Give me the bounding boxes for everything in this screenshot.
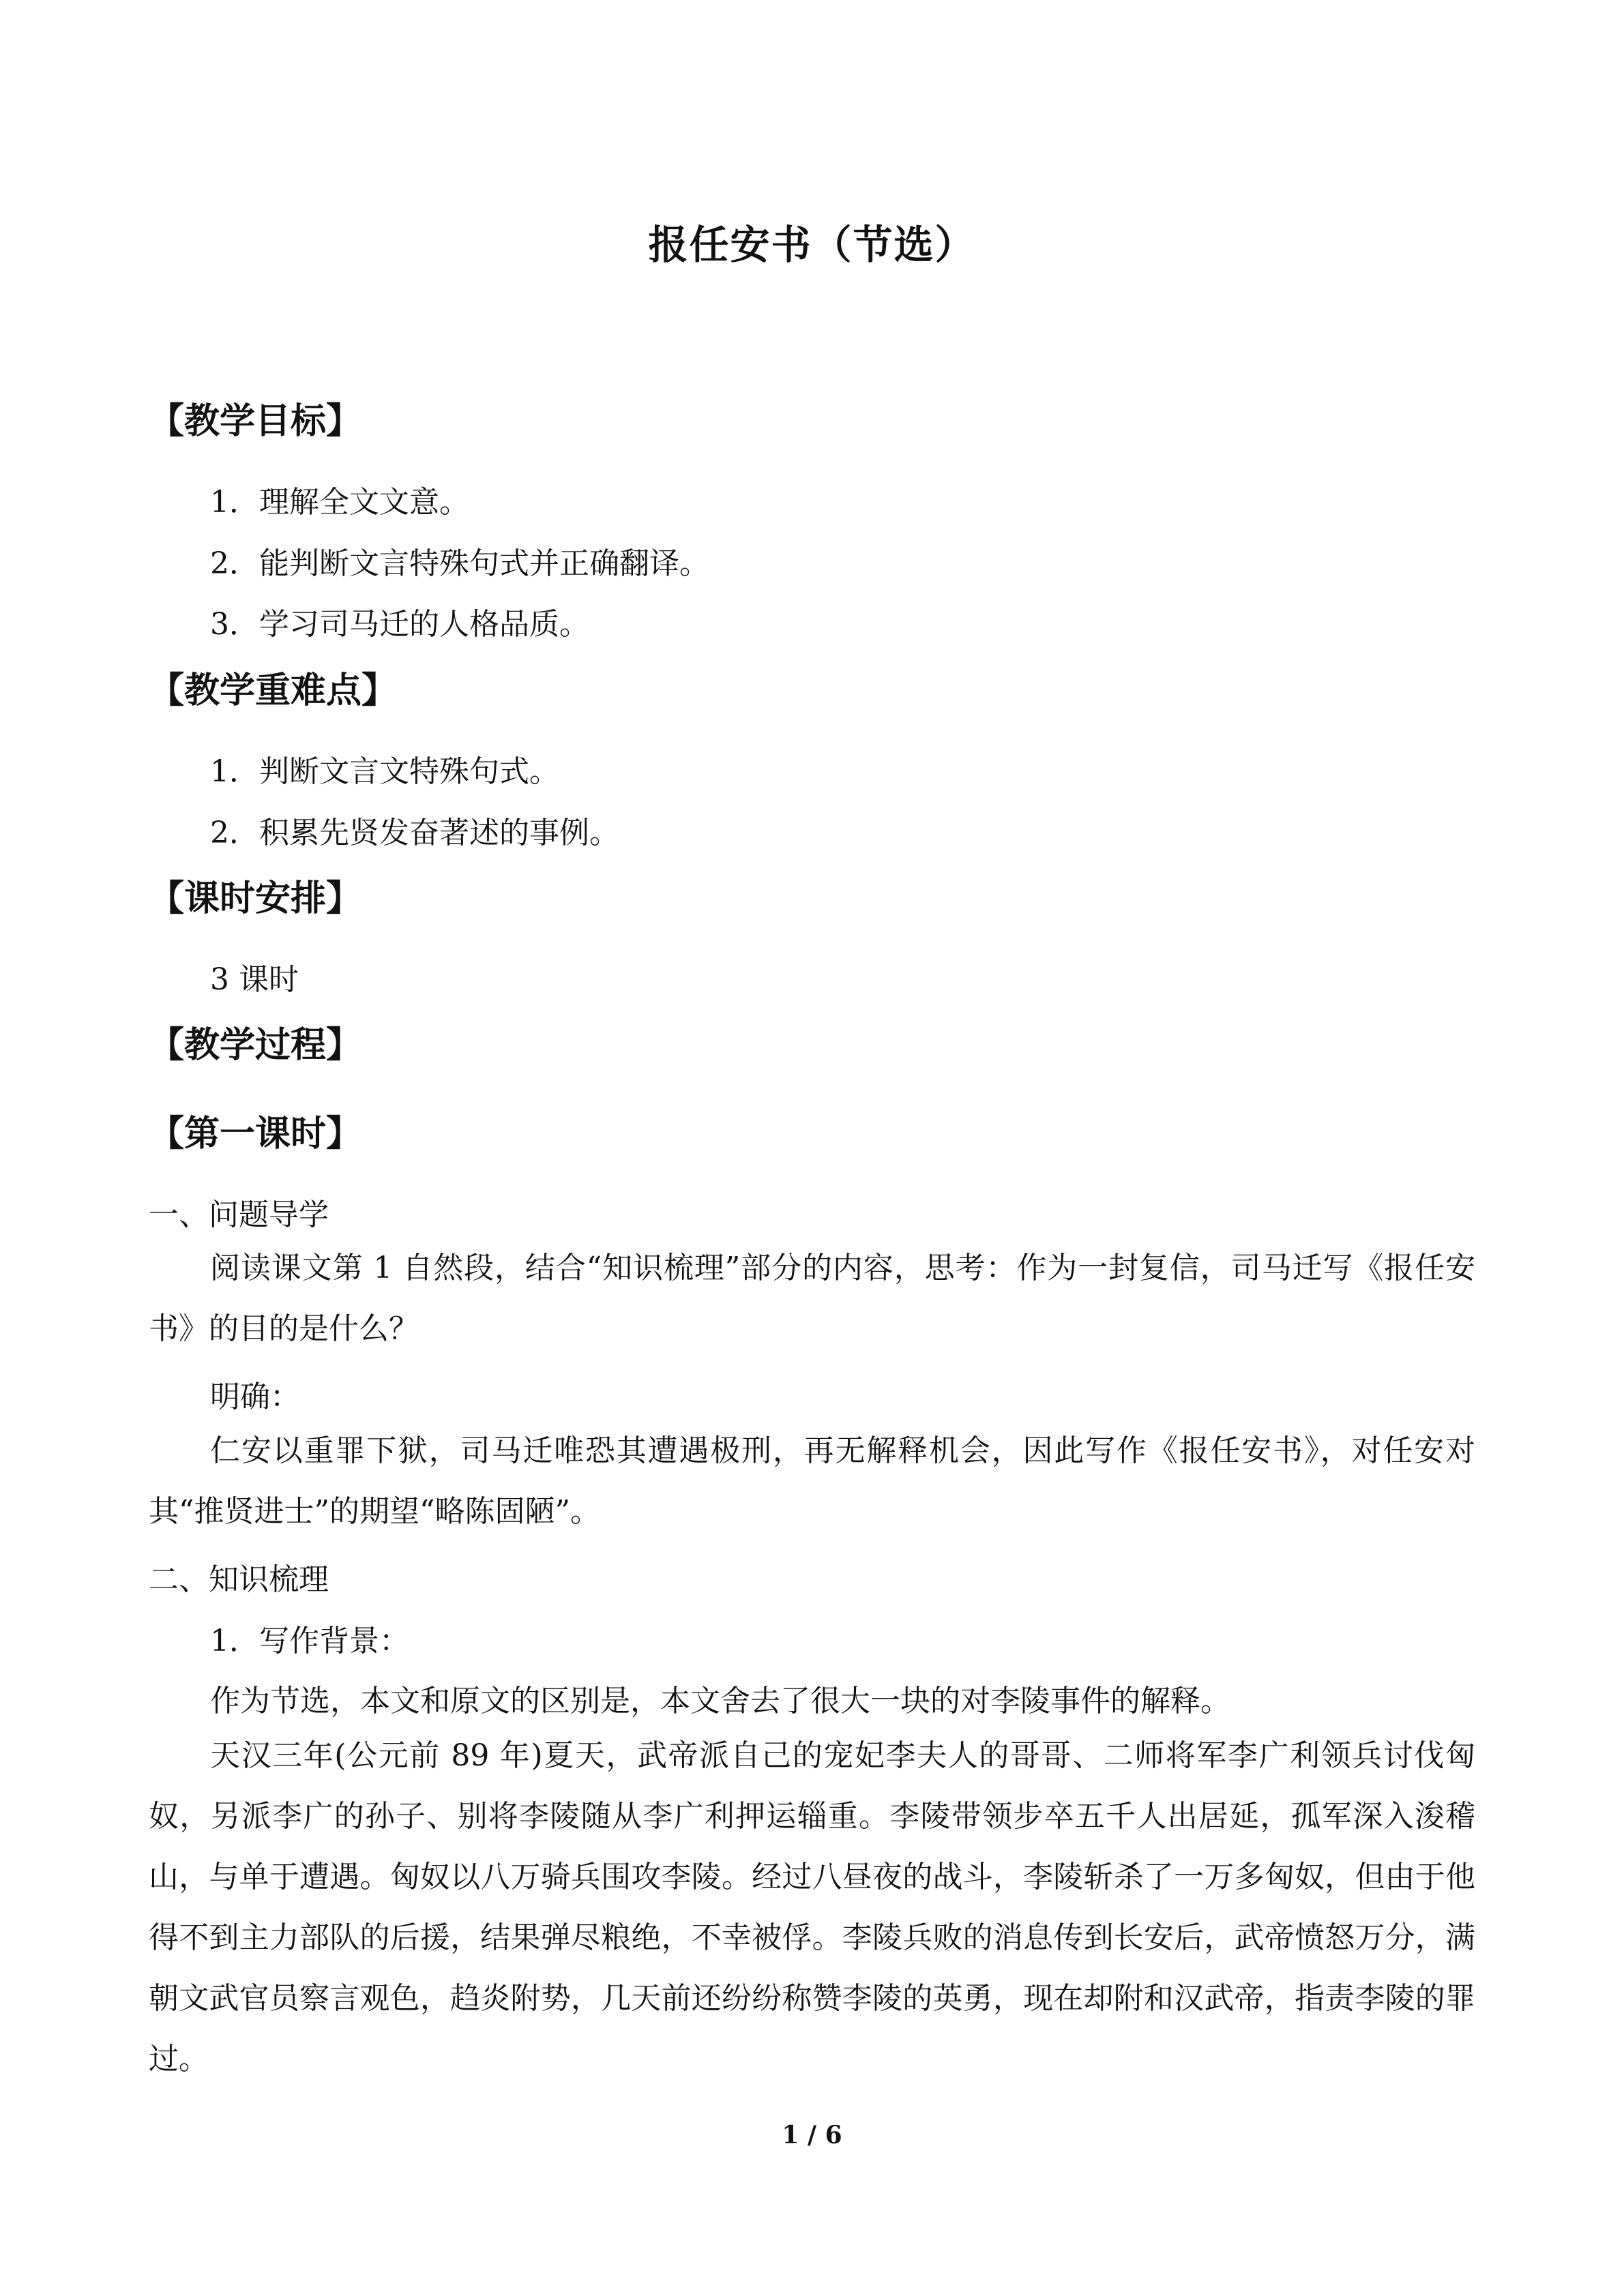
part1-answer-label: 明确：	[210, 1380, 300, 1414]
part2-paragraph-2: 天汉三年(公元前 89 年)夏天，武帝派自己的宠妃李夫人的哥哥、二师将军李广利领兵讨伐匈奴，另派李广的孙子、别将李陵随从李广利押运辎重。李陵带领步卒五千人出居延，孤军深入浚稽山，与单于遭遇。匈奴以八万骑兵围攻李陵。经过八昼夜的战斗，李陵斩杀了一万多匈奴，但由于他得不到主力部队的后援，结果弹尽粮绝，不幸被俘。李陵兵败的消息传到长安后，武帝愤怒万分，满朝文武官员察言观色，趋炎附势，几天前还纷纷称赞李陵的英勇，现在却附和汉武帝，指责李陵的罪过。	[149, 1738, 1475, 2076]
part1-answer: 仁安以重罪下狱，司马迁唯恐其遭遇极刑，再无解释机会，因此写作《报任安书》，对任安对其“推贤进士”的期望“略陈固陋”。	[149, 1433, 1475, 1529]
heading-first-lesson: 【第一课时】	[149, 1114, 362, 1154]
goal-item-3: 3．学习司马迁的人格品质。	[210, 607, 589, 642]
heading-schedule: 【课时安排】	[149, 878, 362, 919]
schedule-text: 3 课时	[210, 962, 299, 997]
heading-key-points: 【教学重难点】	[149, 670, 398, 711]
page-number: 1 / 6	[782, 2121, 842, 2149]
part1-question: 阅读课文第 1 自然段，结合“知识梳理”部分的内容，思考：作为一封复信，司马迁写《报任安书》的目的是什么？	[149, 1251, 1475, 1346]
heading-teaching-process: 【教学过程】	[149, 1025, 362, 1066]
key-point-item-1: 1．判断文言文特殊句式。	[210, 754, 559, 789]
part2-subheading: 1．写作背景：	[210, 1624, 409, 1658]
part2-title: 二、知识梳理	[149, 1562, 329, 1597]
goal-item-2: 2．能判断文言特殊句式并正确翻译。	[210, 546, 709, 581]
part1-title: 一、问题导学	[149, 1197, 329, 1232]
heading-teaching-goals: 【教学目标】	[149, 401, 362, 442]
part2-paragraph-1: 作为节选，本文和原文的区别是，本文舍去了很大一块的对李陵事件的解释。	[210, 1684, 1230, 1718]
goal-item-1: 1．理解全文文意。	[210, 485, 469, 520]
page-title: 报任安书（节选）	[648, 222, 976, 268]
key-point-item-2: 2．积累先贤发奋著述的事例。	[210, 816, 619, 850]
